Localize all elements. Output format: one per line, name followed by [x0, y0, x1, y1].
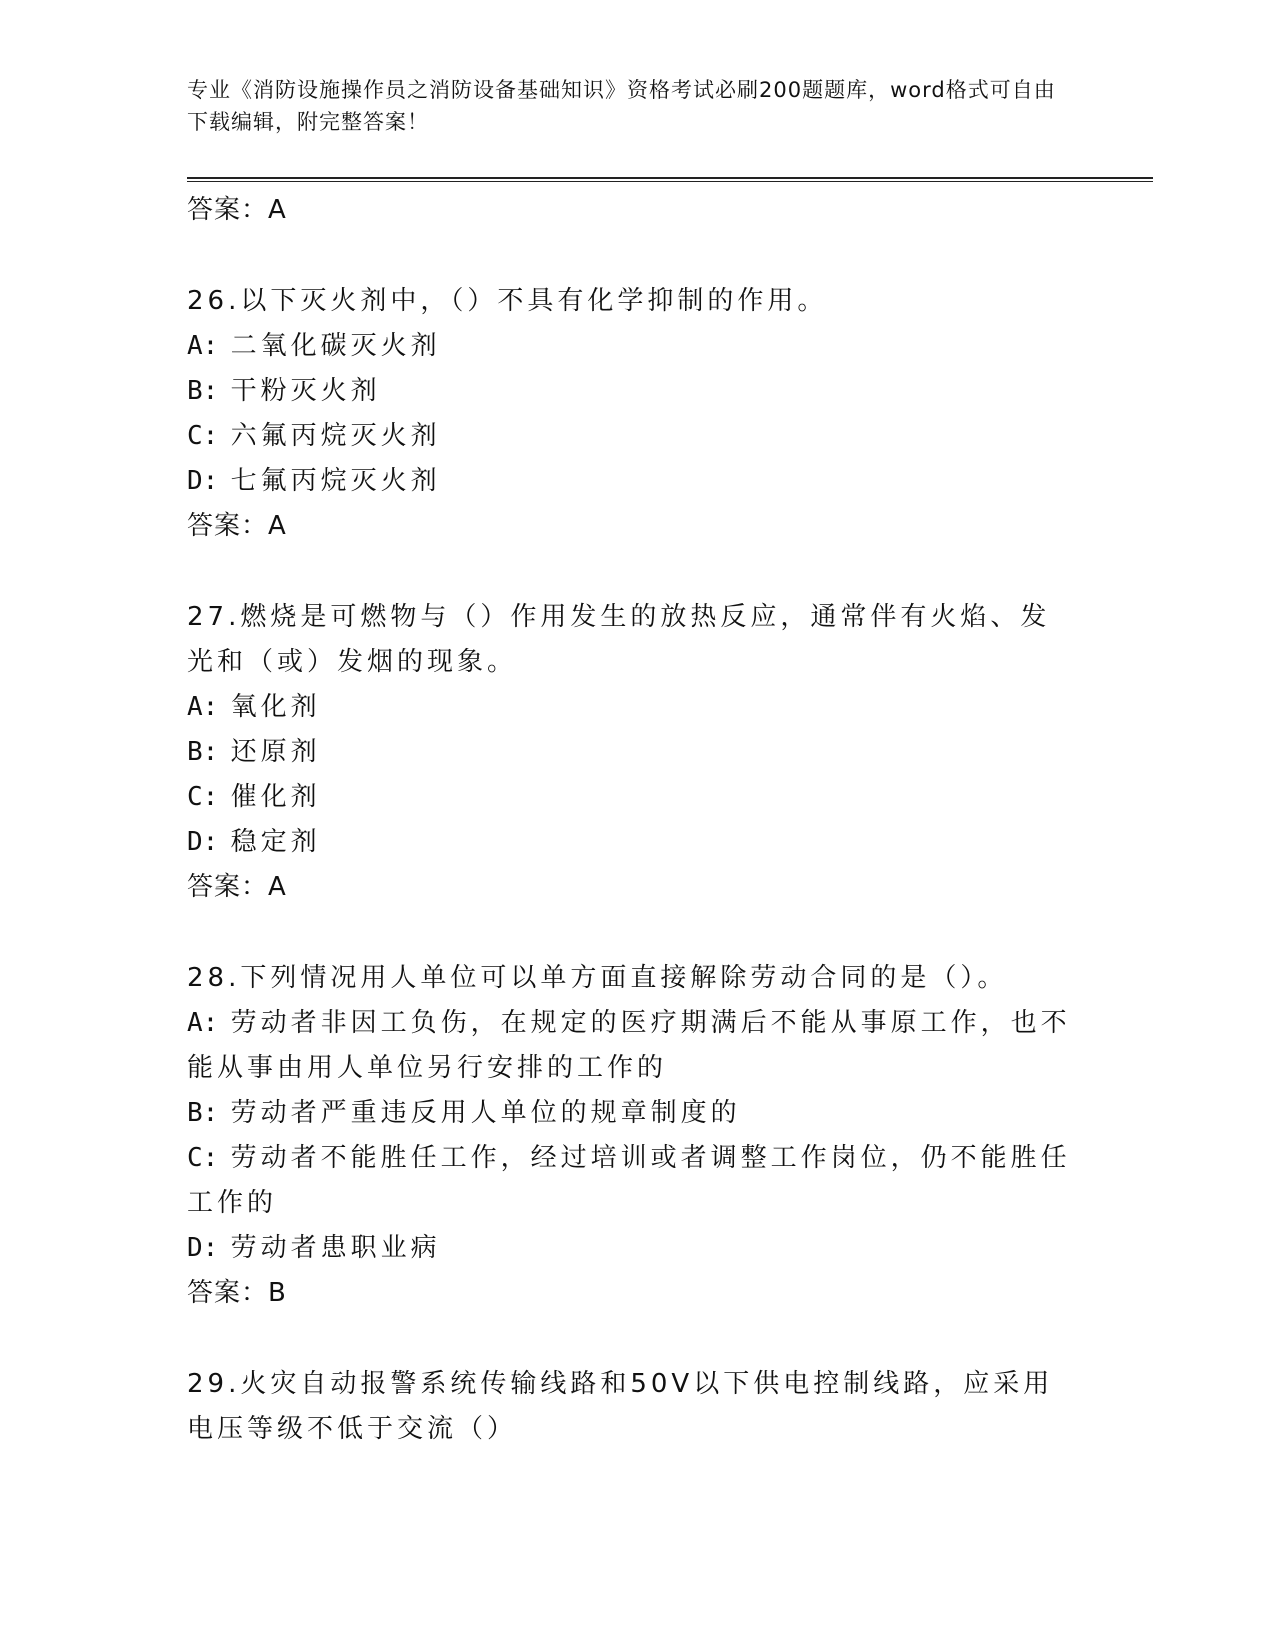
option-text: 稳定剂 [230, 827, 321, 857]
option-letter: B: [187, 737, 219, 767]
option-text: 劳动者严重违反用人单位的规章制度的 [230, 1098, 741, 1128]
question-list [187, 188, 1077, 1452]
question-text: 26.以下灭火剂中，（）不具有化学抑制的作用。 [187, 286, 828, 316]
answer-line: 答案：B [187, 1278, 287, 1308]
option-b [187, 1091, 1077, 1136]
option-letter: B: [187, 376, 219, 406]
page-header: 专业《消防设施操作员之消防设备基础知识》资格考试必刷200题题库，word格式可自由下载编辑，附完整答案！ [187, 78, 1056, 134]
question-29 [187, 1362, 1077, 1452]
option-letter: A: [187, 692, 219, 722]
option-letter: C: [187, 1143, 219, 1173]
option-text: 催化剂 [230, 782, 321, 812]
option-letter: A: [187, 1008, 219, 1038]
option-letter: B: [187, 1098, 219, 1128]
option-b [187, 369, 1077, 414]
question-26 [187, 279, 1077, 549]
option-letter: C: [187, 421, 219, 451]
option-text: 劳动者非因工负伤，在规定的医疗期满后不能从事原工作，也不能从事由用人单位另行安排的工作的 [187, 1008, 1071, 1083]
option-text: 劳动者患职业病 [230, 1233, 441, 1263]
option-text: 六氟丙烷灭火剂 [230, 421, 441, 451]
option-text: 二氧化碳灭火剂 [230, 331, 441, 361]
question-text: 27.燃烧是可燃物与（）作用发生的放热反应，通常伴有火焰、发光和（或）发烟的现象。 [187, 602, 1051, 677]
question-27 [187, 595, 1077, 910]
question-28 [187, 956, 1077, 1316]
option-c [187, 414, 1077, 459]
option-a [187, 685, 1077, 730]
answer-line: 答案：A [187, 872, 287, 902]
option-text: 七氟丙烷灭火剂 [230, 466, 441, 496]
option-letter: A: [187, 331, 219, 361]
previous-answer: 答案：A [187, 195, 287, 225]
option-text: 氧化剂 [230, 692, 321, 722]
option-letter: D: [187, 1233, 219, 1263]
option-d [187, 820, 1077, 865]
option-a [187, 324, 1077, 369]
question-text: 29.火灾自动报警系统传输线路和50V以下供电控制线路，应采用电压等级不低于交流（） [187, 1369, 1054, 1444]
option-a [187, 1001, 1077, 1091]
option-d [187, 1226, 1077, 1271]
option-letter: D: [187, 827, 219, 857]
header-divider [187, 177, 1153, 182]
option-c [187, 1136, 1077, 1226]
option-letter: C: [187, 782, 219, 812]
option-text: 还原剂 [230, 737, 321, 767]
option-letter: D: [187, 466, 219, 496]
option-b [187, 730, 1077, 775]
option-text: 劳动者不能胜任工作，经过培训或者调整工作岗位，仍不能胜任工作的 [187, 1143, 1071, 1218]
option-c [187, 775, 1077, 820]
option-text: 干粉灭火剂 [230, 376, 381, 406]
option-d [187, 459, 1077, 504]
answer-line: 答案：A [187, 511, 287, 541]
question-text: 28.下列情况用人单位可以单方面直接解除劳动合同的是（）。 [187, 963, 1008, 993]
